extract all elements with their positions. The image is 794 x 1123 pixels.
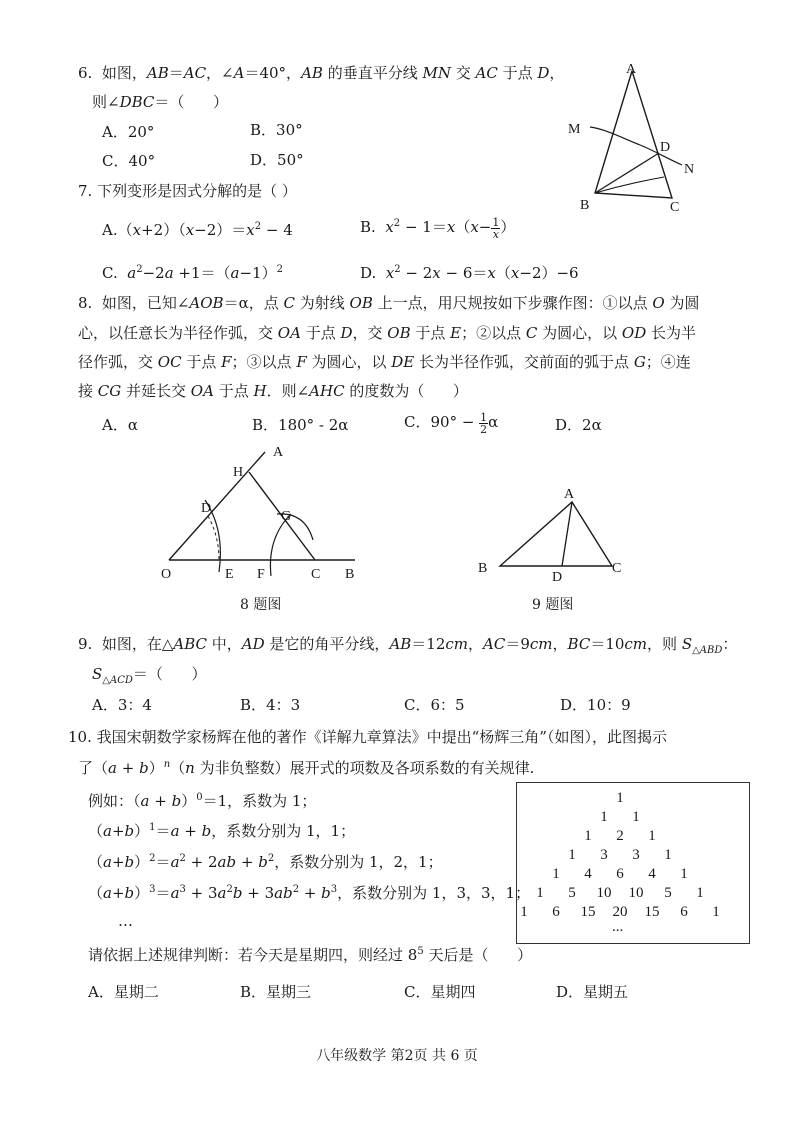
q6-option-b[interactable]: B．30° <box>250 121 303 139</box>
triangle-number: 1 <box>680 866 688 882</box>
q8-option-a[interactable]: A．α <box>102 416 138 434</box>
q8-label-g: G <box>281 509 292 524</box>
q10-option-a[interactable]: A．星期二 <box>88 983 159 1001</box>
q6-arc <box>595 177 664 193</box>
page-footer: 八年级数学 第2页 共 6 页 <box>316 1048 478 1064</box>
triangle-number: 1 <box>536 885 544 901</box>
q6-label-a: A <box>626 62 637 77</box>
q9-option-c[interactable]: C．6：5 <box>404 696 465 714</box>
triangle-number: 4 <box>648 866 656 882</box>
q10-option-c[interactable]: C．星期四 <box>404 983 476 1001</box>
q10-question: 请依据上述规律判断：若今天是星期四，则经过 $8^5$ 天后是（ ） <box>88 946 533 964</box>
q8-option-c[interactable]: C．90° − $\frac{1}{2}$ α <box>404 410 499 436</box>
q8-line-4: 接 CG 并延长交 OA 于点 H．则∠AHC 的度数为（ ） <box>78 382 468 400</box>
triangle-number: 10 <box>596 885 612 901</box>
q9-label-d: D <box>552 570 563 585</box>
q9-option-b[interactable]: B．4：3 <box>240 696 301 714</box>
q8-ray-oa <box>169 452 265 560</box>
q7-stem: 7. 下列变形是因式分解的是（ ） <box>78 182 297 200</box>
q10-example-0: 例如：$(a + b)^0=1$，系数为 1； <box>88 792 317 810</box>
q9-label-a: A <box>564 487 575 502</box>
q6-label-n: N <box>684 162 695 177</box>
q8-label-f: F <box>257 567 265 582</box>
q8-label-a: A <box>273 445 284 460</box>
triangle-number: 3 <box>600 847 608 863</box>
q8-label-h: H <box>233 465 244 480</box>
q10-example-2: $(a+b)^2=a^2 + 2ab + b^2$，系数分别为 1，2，1； <box>88 853 443 871</box>
q8-label-c: C <box>311 567 321 582</box>
q8-option-b[interactable]: B．180° - 2α <box>252 416 349 434</box>
q6-figure <box>560 55 710 215</box>
triangle-number: 6 <box>680 904 688 920</box>
triangle-number: 4 <box>584 866 592 882</box>
triangle-number: 1 <box>648 828 656 844</box>
triangle-ellipsis: ... <box>612 919 624 935</box>
triangle-number: 5 <box>568 885 576 901</box>
q6-label-b: B <box>580 198 590 213</box>
triangle-number: 1 <box>696 885 704 901</box>
q10-example-3: $(a+b)^3=a^3 + 3a^2b + 3ab^2 + b^3$，系数分别为 1，3，3，1； <box>88 884 531 902</box>
q6-triangle <box>595 71 672 198</box>
triangle-number: 1 <box>712 904 720 920</box>
triangle-number: 1 <box>632 809 640 825</box>
q9-option-d[interactable]: D．10：9 <box>560 696 631 714</box>
triangle-number: 1 <box>584 828 592 844</box>
q8-label-o: O <box>161 567 172 582</box>
q8-label-b: B <box>345 567 355 582</box>
q9-segment-ad <box>562 502 572 566</box>
q10-option-d[interactable]: D．星期五 <box>556 983 629 1001</box>
q8-label-d: D <box>201 501 212 516</box>
q8-caption: 8 题图 <box>240 597 282 613</box>
q9-figure <box>470 480 635 585</box>
triangle-number: 5 <box>664 885 672 901</box>
triangle-number: 1 <box>552 866 560 882</box>
triangle-number: 2 <box>616 828 624 844</box>
q9-caption: 9 题图 <box>532 597 574 613</box>
q9-line-1: 9. 如图，在△ABC 中，AD 是它的角平分线，AB＝12cm，AC＝9cm，BC＝10cm，则 $S_{\triangle ABD}$： <box>78 635 738 656</box>
triangle-number: 6 <box>616 866 624 882</box>
triangle-number: 6 <box>552 904 560 920</box>
q7-option-a[interactable]: $A.(x+2)(x-2)=x^2 - 4$ <box>102 221 293 239</box>
q9-option-a[interactable]: A．3：4 <box>92 696 152 714</box>
q8-line-3: 径作弧，交 OC 于点 F；③以点 F 为圆心，以 DE 长为半径作弧，交前面的弧于点 G；④连 <box>78 353 691 371</box>
q10-line-2: 了$(a + b)^n(n$ 为非负整数）展开式的项数及各项系数的有关规律. <box>78 759 535 777</box>
triangle-number: 3 <box>632 847 640 863</box>
q8-label-e: E <box>225 567 234 582</box>
q6-option-c[interactable]: C．40° <box>102 152 156 170</box>
q8-dashed-de <box>208 516 219 560</box>
triangle-number: 15 <box>580 904 596 920</box>
q6-stem: 6. 如图，AB＝AC，∠A＝40°，AB 的垂直平分线 MN 交 AC 于点 D， <box>78 64 565 82</box>
q10-ellipsis: … <box>118 912 133 930</box>
triangle-number: 1 <box>616 790 624 806</box>
q6-stem-2: 则∠DBC＝（ ） <box>92 93 228 111</box>
q10-option-b[interactable]: B．星期三 <box>240 983 312 1001</box>
q8-figure <box>155 440 370 585</box>
triangle-number: 15 <box>644 904 660 920</box>
q6-label-m: M <box>568 122 581 137</box>
q9-triangle <box>500 502 612 566</box>
q6-label-d: D <box>660 140 671 155</box>
q6-option-a[interactable]: A．20° <box>102 123 155 141</box>
triangle-number: 10 <box>628 885 644 901</box>
q9-label-b: B <box>478 561 488 576</box>
q10-example-1: $(a+b)^1=a + b$，系数分别为 1，1； <box>88 822 356 840</box>
q6-option-d[interactable]: D．50° <box>250 151 304 169</box>
triangle-number: 20 <box>612 904 628 920</box>
q7-option-c[interactable]: C. $a^2-2a +1=(a-1)^2$ <box>102 264 283 282</box>
q7-option-d[interactable]: D. $x^2 - 2x - 6=x(x-2)-6$ <box>360 264 579 282</box>
q8-line-1: 8. 如图，已知∠AOB＝α，点 C 为射线 OB 上一点，用尺规按如下步骤作图：①以点 O 为圆 <box>78 294 700 312</box>
triangle-number: 1 <box>520 904 528 920</box>
q8-option-d[interactable]: D．2α <box>555 416 602 434</box>
triangle-number: 1 <box>664 847 672 863</box>
q7-option-b[interactable]: B. $x^2 - 1=x(x-$ $\frac{1}{x}$ ） <box>360 215 516 241</box>
triangle-number: 1 <box>568 847 576 863</box>
q8-line-2: 心，以任意长为半径作弧，交 OA 于点 D，交 OB 于点 E；②以点 C 为圆心，以 OD 长为半 <box>78 324 697 342</box>
q9-label-c: C <box>612 561 622 576</box>
q10-line-1: 10. 我国宋朝数学家杨辉在他的著作《详解九章算法》中提出“杨辉三角”（如图），此图揭示 <box>68 728 667 746</box>
q9-line-2: $S_{\triangle ACD}=$（ ） <box>92 665 207 686</box>
q6-label-c: C <box>670 200 680 215</box>
triangle-number: 1 <box>600 809 608 825</box>
